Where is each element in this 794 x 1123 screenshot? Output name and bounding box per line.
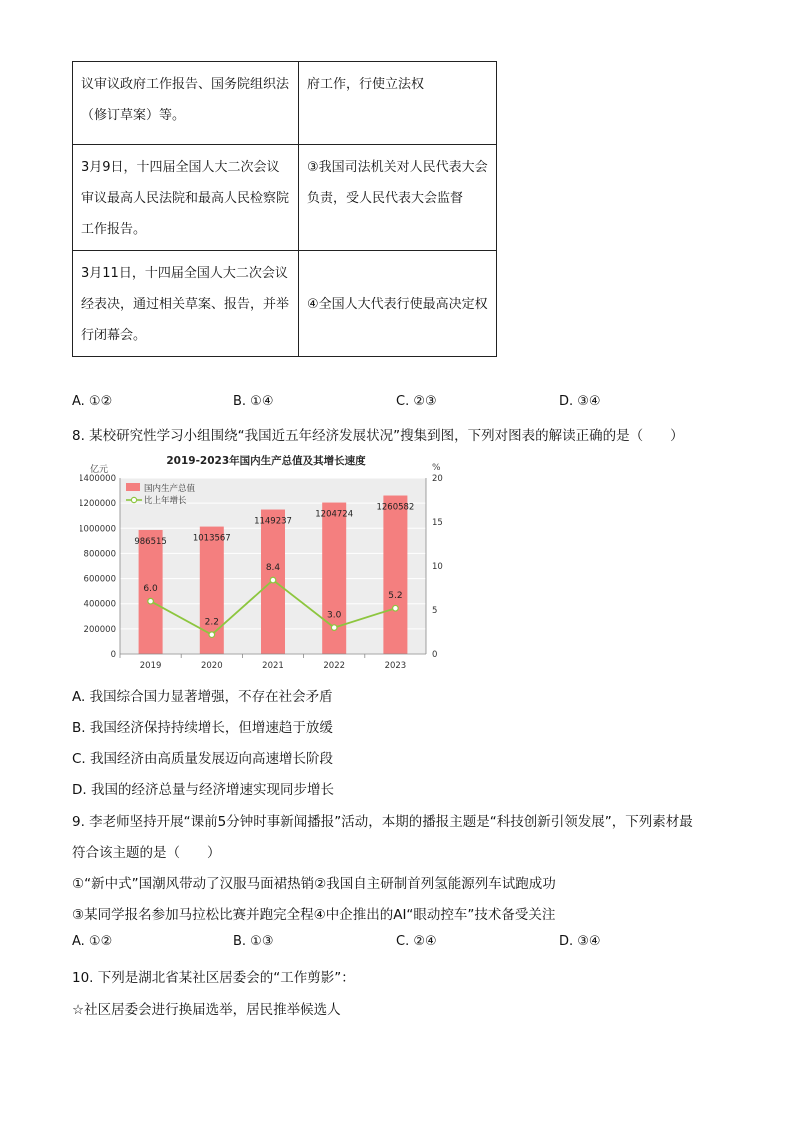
x-tick-label: 2019: [139, 661, 162, 671]
chart-title: 2019-2023年国内生产总值及其增长速度: [166, 455, 366, 467]
y-left-unit: 亿元: [90, 465, 109, 475]
q7-option-a[interactable]: A. ①②: [72, 394, 113, 409]
table-row: [73, 145, 497, 251]
q8-option-b[interactable]: B. 我国经济保持持续增长，但增速趋于放缓: [72, 720, 333, 736]
q9-stem-line2: 符合该主题的是（ ）: [72, 845, 221, 861]
y-right-tick-label: 15: [432, 518, 443, 528]
y-left-tick-label: 1000000: [80, 524, 116, 535]
q7-option-b[interactable]: B. ①④: [233, 394, 274, 409]
table-row: [73, 251, 497, 357]
x-tick-label: 2021: [262, 661, 284, 671]
legend-line-label: 比上年增长: [144, 496, 187, 506]
q7-option-c[interactable]: C. ②③: [396, 394, 437, 409]
growth-value-label: 3.0: [327, 610, 342, 621]
y-right-tick-label: 5: [432, 606, 438, 616]
y-left-tick-label: 0: [110, 650, 116, 660]
y-left-tick-label: 1400000: [80, 474, 116, 484]
y-left-tick-label: 200000: [83, 624, 116, 635]
q7-option-d[interactable]: D. ③④: [559, 394, 601, 409]
x-tick-label: 2022: [323, 661, 346, 671]
growth-value-label: 6.0: [143, 584, 158, 595]
growth-value-label: 5.2: [388, 591, 403, 602]
table-cell: ④全国人大代表行使最高决定权: [299, 251, 497, 357]
q9-stem-line1: 9. 李老师坚持开展“课前5分钟时事新闻播报”活动，本期的播报主题是“科技创新引领发展”，下列素材最: [72, 814, 693, 830]
bar-value-label: 1204724: [315, 509, 354, 520]
table-cell: 3月9日，十四届全国人大二次会议审议最高人民法院和最高人民检察院工作报告。: [73, 145, 299, 251]
y-right-tick-label: 10: [432, 562, 443, 572]
q9-option-a[interactable]: A. ①②: [72, 934, 113, 949]
growth-point: [331, 625, 337, 631]
table-row: [73, 62, 497, 145]
y-right-unit: %: [432, 463, 441, 473]
q8-option-a[interactable]: A. 我国综合国力显著增强，不存在社会矛盾: [72, 689, 333, 705]
q9-option-b[interactable]: B. ①③: [233, 934, 274, 949]
q9-option-c[interactable]: C. ②④: [396, 934, 437, 949]
table-cell: 3月11日，十四届全国人大二次会议经表决，通过相关草案、报告，并举行闭幕会。: [73, 251, 299, 357]
q10-stem: 10. 下列是湖北省某社区居委会的“工作剪影”：: [72, 970, 355, 986]
x-tick-label: 2023: [384, 661, 407, 671]
q8-option-d[interactable]: D. 我国的经济总量与经济增速实现同步增长: [72, 782, 334, 798]
table-cell: ③我国司法机关对人民代表大会负责，受人民代表大会监督: [299, 145, 497, 251]
growth-point: [148, 598, 154, 604]
growth-value-label: 8.4: [265, 563, 281, 574]
y-left-tick-label: 600000: [83, 574, 116, 585]
y-right-tick-label: 0: [432, 650, 438, 660]
y-left-tick-label: 400000: [83, 599, 116, 610]
y-right-tick-label: 20: [432, 474, 443, 484]
bar-value-label: 986515: [134, 536, 167, 547]
y-left-tick-label: 1200000: [80, 499, 116, 510]
q8-stem: 8. 某校研究性学习小组围绕“我国近五年经济发展状况”搜集到图，下列对图表的解读正确的是（ ）: [72, 428, 684, 444]
growth-point: [209, 632, 215, 638]
x-tick-label: 2020: [200, 661, 223, 671]
growth-point: [270, 577, 276, 583]
table-cell: 议审议政府工作报告、国务院组织法（修订草案）等。: [73, 62, 299, 145]
bar: [322, 503, 346, 654]
legend-bar-label: 国内生产总值: [144, 484, 196, 494]
y-left-tick-label: 800000: [83, 549, 116, 560]
growth-value-label: 2.2: [204, 617, 219, 628]
table-cell: 府工作，行使立法权: [299, 62, 497, 145]
q9-material-1: ①“新中式”国潮风带动了汉服马面裙热销②我国自主研制首列氢能源列车试跑成功: [72, 876, 556, 892]
q9-material-2: ③某同学报名参加马拉松比赛并跑完全程④中企推出的AI“眼动控车”技术备受关注: [72, 907, 556, 923]
gdp-chart: [80, 448, 452, 674]
bar: [383, 496, 407, 654]
q8-option-c[interactable]: C. 我国经济由高质量发展迈向高速增长阶段: [72, 751, 334, 767]
growth-point: [393, 605, 399, 611]
q9-option-d[interactable]: D. ③④: [559, 934, 601, 949]
legend-bar-swatch: [126, 483, 140, 491]
events-table: [72, 61, 497, 357]
q10-item-1: ☆社区居委会进行换届选举，居民推举候选人: [72, 1002, 341, 1018]
bar-value-label: 1149237: [254, 516, 292, 527]
bar-value-label: 1013567: [192, 533, 231, 544]
bar-value-label: 1260582: [376, 502, 415, 513]
